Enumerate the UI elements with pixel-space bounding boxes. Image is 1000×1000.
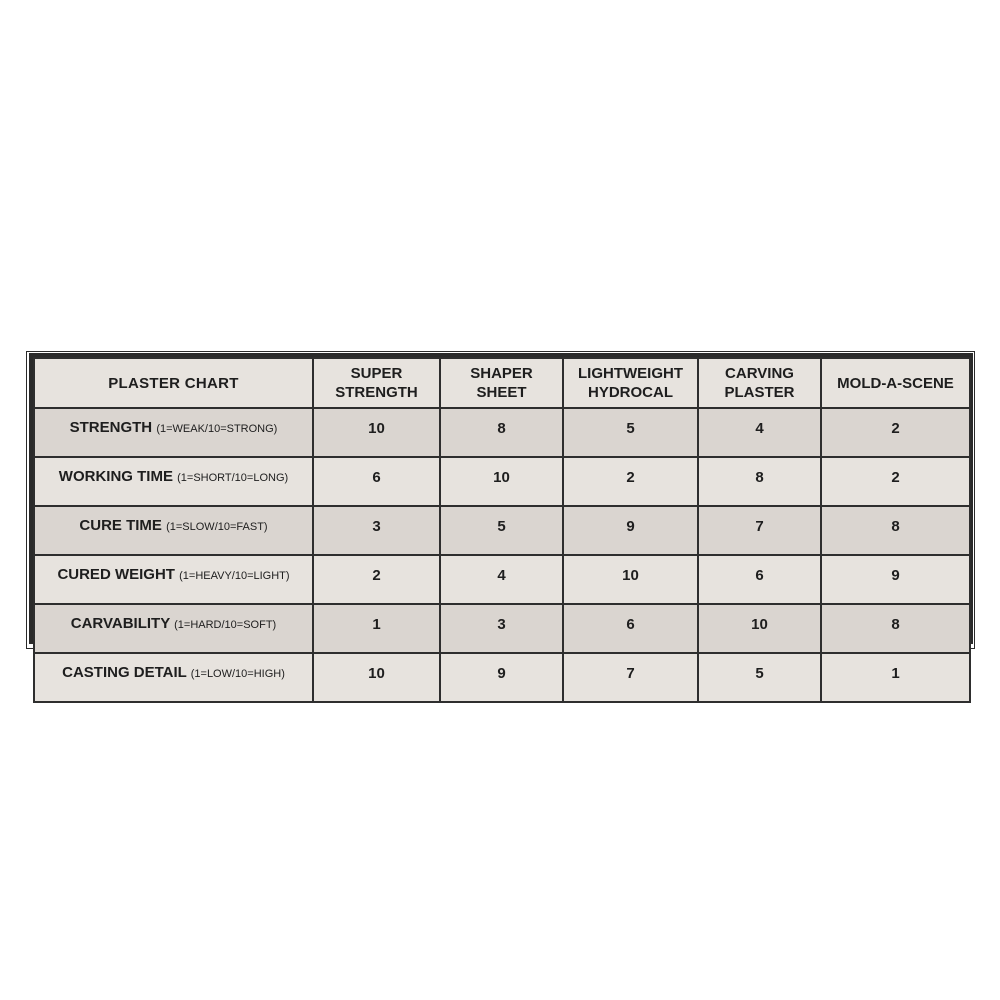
value-cell: 10	[563, 555, 698, 604]
value-cell: 1	[313, 604, 440, 653]
column-header-line1: MOLD-A-SCENE	[837, 374, 954, 392]
row-label	[34, 457, 313, 506]
row-scale-text: (1=WEAK/10=STRONG)	[156, 423, 278, 435]
column-header-line2: HYDROCAL	[588, 384, 673, 401]
row-label-text: WORKING TIME	[58, 468, 173, 485]
table-row	[34, 653, 970, 702]
row-scale-text: (1=SHORT/10=LONG)	[177, 472, 289, 484]
table-row	[34, 555, 970, 604]
value-cell: 4	[440, 555, 563, 604]
column-header	[563, 358, 698, 408]
value-cell: 5	[698, 653, 821, 702]
value-cell: 2	[313, 555, 440, 604]
row-scale-text: (1=SLOW/10=FAST)	[166, 521, 268, 533]
column-header-line1: CARVING	[725, 365, 794, 382]
value-cell: 9	[821, 555, 970, 604]
row-label	[34, 653, 313, 702]
plaster-chart-table	[33, 357, 971, 703]
row-label-text: CARVABILITY	[70, 615, 170, 632]
plaster-chart-body	[34, 358, 970, 702]
row-label-text: CURED WEIGHT	[57, 566, 175, 583]
column-header-line1: LIGHTWEIGHT	[578, 365, 683, 382]
table-row	[34, 506, 970, 555]
value-cell: 8	[821, 604, 970, 653]
column-header	[821, 358, 970, 408]
column-header	[440, 358, 563, 408]
row-label	[34, 555, 313, 604]
row-label-text: CURE TIME	[79, 517, 162, 534]
table-row	[34, 408, 970, 457]
column-header-line2: SHEET	[476, 384, 527, 401]
row-label	[34, 506, 313, 555]
value-cell: 6	[563, 604, 698, 653]
column-header	[698, 358, 821, 408]
column-header-line1: SHAPER	[470, 365, 533, 382]
value-cell: 10	[313, 408, 440, 457]
table-row	[34, 457, 970, 506]
value-cell: 7	[563, 653, 698, 702]
value-cell: 7	[698, 506, 821, 555]
row-scale-text: (1=HARD/10=SOFT)	[174, 619, 277, 631]
value-cell: 4	[698, 408, 821, 457]
row-scale-text: (1=LOW/10=HIGH)	[190, 668, 285, 680]
value-cell: 2	[563, 457, 698, 506]
row-label-text: CASTING DETAIL	[62, 664, 187, 681]
header-row	[34, 358, 970, 408]
value-cell: 10	[698, 604, 821, 653]
value-cell: 10	[440, 457, 563, 506]
value-cell: 1	[821, 653, 970, 702]
table-row	[34, 604, 970, 653]
value-cell: 3	[313, 506, 440, 555]
row-label	[34, 604, 313, 653]
value-cell: 8	[698, 457, 821, 506]
column-header	[313, 358, 440, 408]
value-cell: 3	[440, 604, 563, 653]
column-header-line2: PLASTER	[724, 384, 795, 401]
value-cell: 5	[440, 506, 563, 555]
value-cell: 6	[313, 457, 440, 506]
value-cell: 6	[698, 555, 821, 604]
value-cell: 9	[440, 653, 563, 702]
value-cell: 8	[821, 506, 970, 555]
row-scale-text: (1=HEAVY/10=LIGHT)	[179, 570, 290, 582]
value-cell: 5	[563, 408, 698, 457]
value-cell: 9	[563, 506, 698, 555]
row-label	[34, 408, 313, 457]
row-label-text: STRENGTH	[69, 419, 153, 436]
column-header-line1: SUPER	[350, 365, 403, 382]
value-cell: 2	[821, 408, 970, 457]
value-cell: 10	[313, 653, 440, 702]
value-cell: 8	[440, 408, 563, 457]
column-header-line2: STRENGTH	[335, 384, 418, 401]
chart-title: PLASTER CHART	[34, 358, 313, 408]
value-cell: 2	[821, 457, 970, 506]
